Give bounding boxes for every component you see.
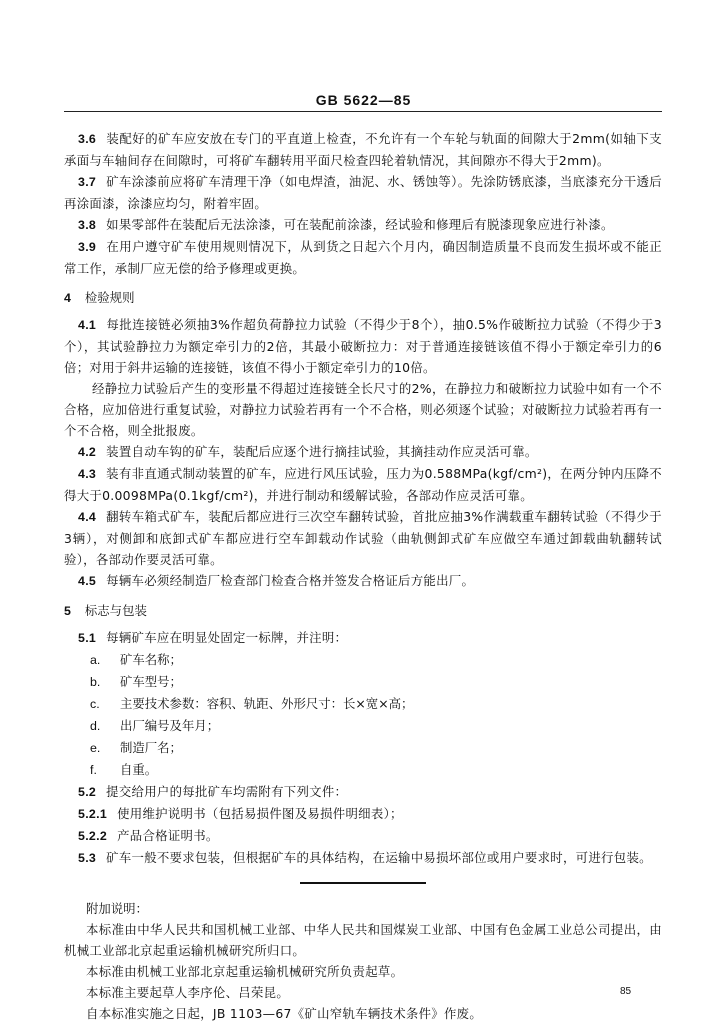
clause-5-1: [64, 627, 662, 649]
clause-text: 提交给用户的每批矿车均需附有下列文件：: [106, 784, 348, 799]
list-item: [64, 649, 662, 671]
clause-number: 3.7: [78, 175, 97, 189]
clause-text: 产品合格证明书。: [117, 828, 219, 843]
document-body: [64, 128, 662, 1024]
clause-number: 5.2.2: [78, 829, 108, 843]
clause-4-1-continued: 经静拉力试验后产生的变形量不得超过连接链全长尺寸的2%，在静拉力和破断拉力试验中如有一个不合格，应加倍进行重复试验，对静拉力试验若再有一个不合格，则必须逐个试验；对破断拉力试验若再有一个不合格，则全批报废。: [64, 381, 662, 438]
list-letter: d.: [90, 719, 101, 733]
clause-text: 如果零部件在装配后无法涂漆，可在装配前涂漆，经试验和修理后有脱漆现象应进行补漆。: [106, 217, 614, 232]
clause-number: 4.2: [78, 445, 97, 459]
clause-number: 4.4: [78, 510, 97, 524]
header-rule: [64, 111, 662, 112]
list-item: [64, 737, 662, 759]
list-letter: e.: [90, 741, 101, 755]
clause-3-6: [64, 128, 662, 171]
clause-4-3: [64, 463, 662, 506]
clause-text: 使用维护说明书（包括易损件图及易损件明细表）；: [117, 806, 403, 821]
list-text: 制造厂名；: [120, 740, 182, 755]
clause-text: 矿车一般不要求包装，但根据矿车的具体结构，在运输中易损坏部位或用户要求时，可进行包装。: [106, 850, 652, 865]
notes-divider: [300, 882, 426, 884]
clause-number: 3.8: [78, 218, 97, 232]
list-letter: b.: [90, 675, 101, 689]
list-item: [64, 693, 662, 715]
list-text: 自重。: [120, 762, 158, 777]
clause-text: 翻转车箱式矿车，装配后都应进行三次空车翻转试验，首批应抽3%作满载重车翻转试验（不得少于3辆），对侧卸和底卸式矿车都应进行空车卸载动作试验（曲轨侧卸式矿车应做空车通过卸载曲轨翻转试验），各部动作要灵活可靠。: [64, 509, 662, 567]
section-number: 5: [64, 604, 71, 618]
clause-number: 5.2.1: [78, 807, 108, 821]
clause-4-4: [64, 506, 662, 570]
list-letter: f.: [90, 763, 97, 777]
list-text: 主要技术参数：容积、轨距、外形尺寸：长×宽×高；: [120, 696, 414, 711]
clause-3-8: [64, 214, 662, 236]
clause-number: 3.9: [78, 240, 97, 254]
clause-text: 在用户遵守矿车使用规则情况下，从到货之日起六个月内，确因制造质量不良而发生损坏或不能正常工作，承制厂应无偿的给予修理或更换。: [64, 239, 662, 276]
clause-5-2-1: [64, 803, 662, 825]
clause-text: 装置自动车钩的矿车，装配后应逐个进行摘挂试验，其摘挂动作应灵活可靠。: [106, 444, 538, 459]
notes-line: 本标准主要起草人李序伦、吕荣昆。: [86, 985, 290, 1000]
notes-line: 本标准由中华人民共和国机械工业部、中华人民共和国煤炭工业部、中国有色金属工业总公司提出，由机械工业部北京起重运输机械研究所归口。: [64, 922, 662, 958]
notes-title: 附加说明：: [86, 901, 148, 916]
list-letter: a.: [90, 653, 101, 667]
list-text: 矿车型号；: [120, 674, 182, 689]
clause-number: 5.2: [78, 785, 97, 799]
list-letter: c.: [90, 697, 100, 711]
clause-number: 4.1: [78, 318, 97, 332]
clause-5-2: [64, 781, 662, 803]
list-text: 矿车名称；: [120, 652, 182, 667]
clause-3-9: [64, 236, 662, 279]
marking-list: [64, 649, 662, 781]
clause-text: 每辆矿车应在明显处固定一标牌，并注明：: [106, 630, 348, 645]
clause-text: 每批连接链必须抽3%作超负荷静拉力试验（不得少于8个），抽0.5%作破断拉力试验（不得少于3个），其试验静拉力为额定牵引力的2倍，其最小破断拉力：对于普通连接链该值不得小于额定牵引力的6倍；对用于斜井运输的连接链，该值不得小于额定牵引力的10倍。: [64, 317, 662, 375]
page-number: 85: [620, 986, 632, 997]
section-title: 检验规则: [84, 290, 135, 305]
list-item: [64, 715, 662, 737]
clause-4-5: [64, 570, 662, 592]
standard-code-header: GB 5622—85: [315, 92, 412, 108]
clause-number: 4.3: [78, 467, 97, 481]
notes-line: 本标准由机械工业部北京起重运输机械研究所负责起草。: [86, 964, 404, 979]
clause-text: 矿车涂漆前应将矿车清理干净（如电焊渣，油泥、水、锈蚀等）。先涂防锈底漆，当底漆充分干透后再涂面漆，涂漆应均匀，附着牢固。: [64, 174, 662, 211]
notes-line: 自本标准实施之日起，JB 1103—67《矿山窄轨车辆技术条件》作废。: [86, 1006, 483, 1021]
clause-number: 5.3: [78, 851, 97, 865]
clause-text: 装配好的矿车应安放在专门的平直道上检查，不允许有一个车轮与轨面的间隙大于2mm(如轴下支承面与车轴间存在间隙时，可将矿车翻转用平面尺检查四轮着轨情况，其间隙亦不得大于2mm)。: [64, 131, 662, 168]
list-text: 出厂编号及年月；: [120, 718, 220, 733]
section-title: 标志与包装: [84, 603, 147, 618]
list-item: [64, 759, 662, 781]
clause-5-2-2: [64, 825, 662, 847]
clause-4-2: [64, 441, 662, 463]
section-heading-5: [64, 600, 662, 622]
clause-4-1: [64, 314, 662, 378]
section-number: 4: [64, 291, 71, 305]
clause-text: 装有非直通式制动装置的矿车，应进行风压试验，压力为0.588MPa(kgf/cm²)，在两分钟内压降不得大于0.0098MPa(0.1kgf/cm²)，并进行制动和缓解试验，各部动作应灵活可靠。: [64, 466, 662, 503]
clause-3-7: [64, 171, 662, 214]
clause-text: 每辆车必须经制造厂检查部门检查合格并签发合格证后方能出厂。: [106, 573, 475, 588]
list-item: [64, 671, 662, 693]
clause-5-3: [64, 847, 662, 869]
clause-number: 4.5: [78, 574, 97, 588]
section-heading-4: [64, 287, 662, 309]
clause-number: 3.6: [78, 132, 97, 146]
clause-number: 5.1: [78, 631, 97, 645]
